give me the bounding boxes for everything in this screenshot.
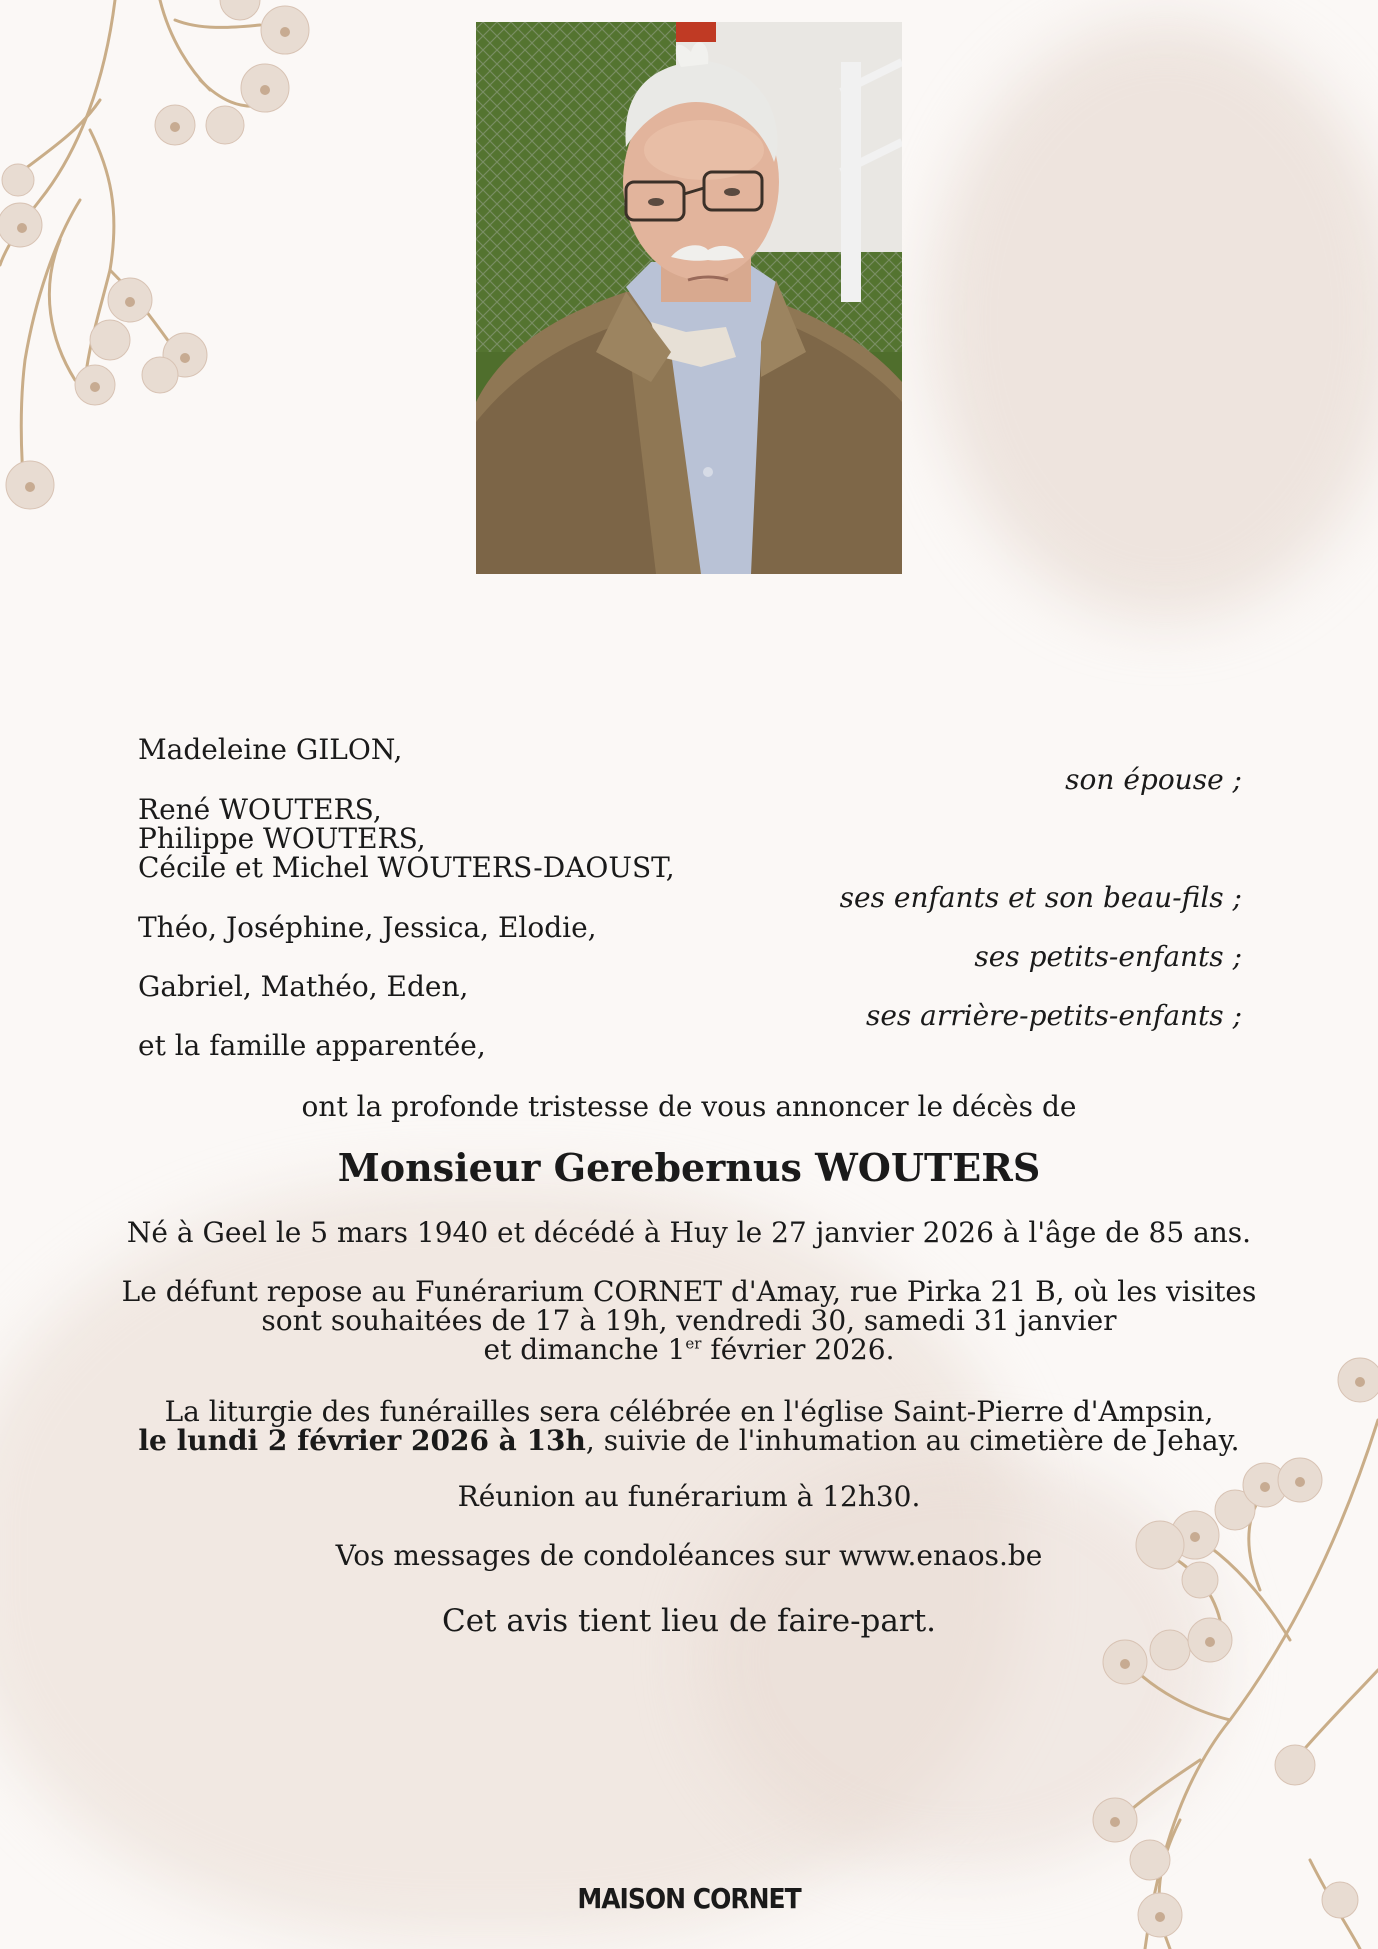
child-name: Philippe WOUTERS,: [138, 822, 426, 855]
birth-death-line: Né à Geel le 5 mars 1940 et décédé à Huy le 27 janvier 2026 à l'âge de 85 ans.: [126, 1216, 1252, 1249]
maison-cornet-logo: MAISON CORNET: [577, 1882, 801, 1915]
notice-line: Cet avis tient lieu de faire-part.: [441, 1603, 937, 1639]
announcement-intro: ont la profonde tristesse de vous annoncer le décès de: [301, 1090, 1077, 1123]
liturgy-line: La liturgie des funérailles sera célébrée en l'église Saint-Pierre d'Ampsin,: [164, 1395, 1214, 1428]
relatives-line: et la famille apparentée,: [138, 1029, 486, 1062]
great-grandchildren-role: ses arrière-petits-enfants ;: [865, 999, 1242, 1032]
children-role: ses enfants et son beau-fils ;: [839, 881, 1242, 914]
watercolor-wash-top-right: [930, 20, 1378, 620]
liturgy-line: le lundi 2 février 2026 à 13h, suivie de l'inhumation au cimetière de Jehay.: [138, 1424, 1240, 1457]
spouse-name: Madeleine GILON,: [138, 733, 403, 766]
funeral-date: le lundi 2 février 2026 à 13h: [138, 1424, 586, 1457]
grandchildren-names: Théo, Joséphine, Jessica, Elodie,: [138, 911, 597, 944]
reunion-line: Réunion au funérarium à 12h30.: [457, 1480, 921, 1513]
deceased-name: Monsieur Gerebernus WOUTERS: [337, 1145, 1041, 1190]
repose-line: sont souhaitées de 17 à 19h, vendredi 30, samedi 31 janvier: [261, 1304, 1117, 1337]
condolences-line: Vos messages de condoléances sur www.enaos.be: [335, 1539, 1043, 1572]
liturgy-paragraph: [0, 1397, 1378, 1455]
spouse-role: son épouse ;: [1065, 763, 1242, 796]
repose-line: Le défunt repose au Funérarium CORNET d'Amay, rue Pirka 21 B, où les visites: [121, 1275, 1257, 1308]
great-grandchildren-names: Gabriel, Mathéo, Eden,: [138, 970, 469, 1003]
child-name: Cécile et Michel WOUTERS-DAOUST,: [138, 851, 675, 884]
repose-paragraph: [0, 1277, 1378, 1364]
child-name: René WOUTERS,: [138, 793, 382, 826]
top-left-branch-decoration: [0, 0, 320, 520]
portrait-photo: [476, 22, 902, 574]
grandchildren-role: ses petits-enfants ;: [974, 940, 1242, 973]
repose-line: et dimanche 1er février 2026.: [483, 1333, 895, 1366]
